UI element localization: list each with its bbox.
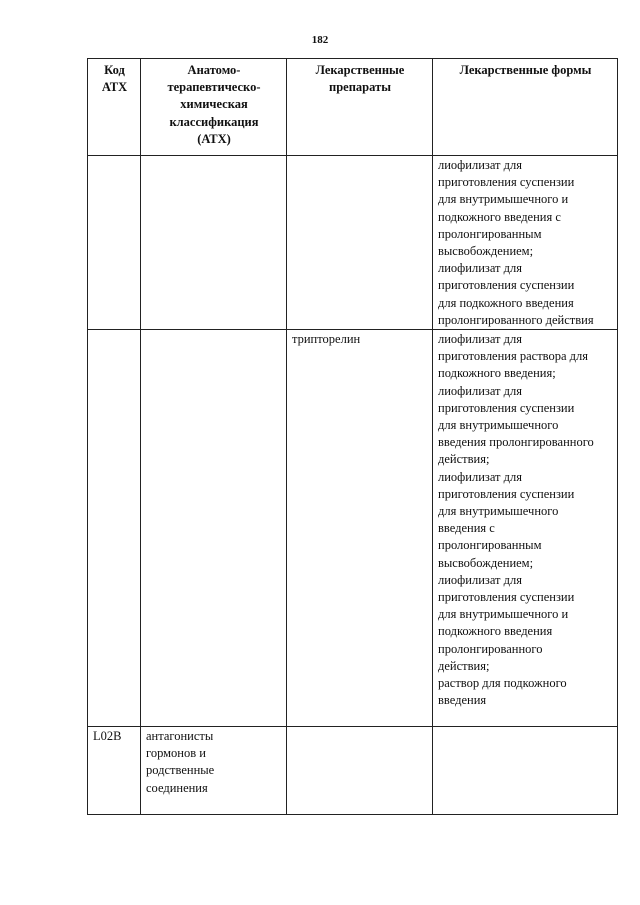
- table-header-row: [88, 59, 618, 156]
- cell-drug: [287, 156, 433, 330]
- cell-drug: [287, 727, 433, 815]
- cell-code: L02B: [88, 727, 141, 815]
- table-row: [88, 330, 618, 727]
- cell-drug: трипторелин: [287, 330, 433, 727]
- header-forms: Лекарственные формы: [433, 59, 618, 156]
- table-row: [88, 156, 618, 330]
- cell-code: [88, 330, 141, 727]
- header-code: Код АТХ: [88, 59, 141, 156]
- cell-classification: [141, 330, 287, 727]
- header-drugs: Лекарственные препараты: [287, 59, 433, 156]
- cell-classification: антагонисты гормонов и родственные соединения: [141, 727, 287, 815]
- cell-forms: лиофилизат для приготовления суспензии для внутримышечного и подкожного введения с пролонгированным высвобождением; лиофилизат для приготовления суспензии для подкожного введения пролонгированного действия: [433, 156, 618, 330]
- table-row: [88, 727, 618, 815]
- cell-classification: [141, 156, 287, 330]
- cell-forms: лиофилизат для приготовления раствора для подкожного введения; лиофилизат для приготовления суспензии для внутримышечного введения пролонгированного действия; лиофилизат для приготовления суспензии для внутримышечного введения с пролонгированным высвобождением; лиофилизат для приготовления суспензии для внутримышечного и подкожного введения пролонгированного действия; раствор для подкожного введения: [433, 330, 618, 727]
- page-number: 182: [311, 34, 329, 46]
- header-classification: Анатомо- терапевтическо- химическая классификация (АТХ): [141, 59, 287, 156]
- atx-table: [87, 58, 618, 815]
- cell-forms: [433, 727, 618, 815]
- cell-code: [88, 156, 141, 330]
